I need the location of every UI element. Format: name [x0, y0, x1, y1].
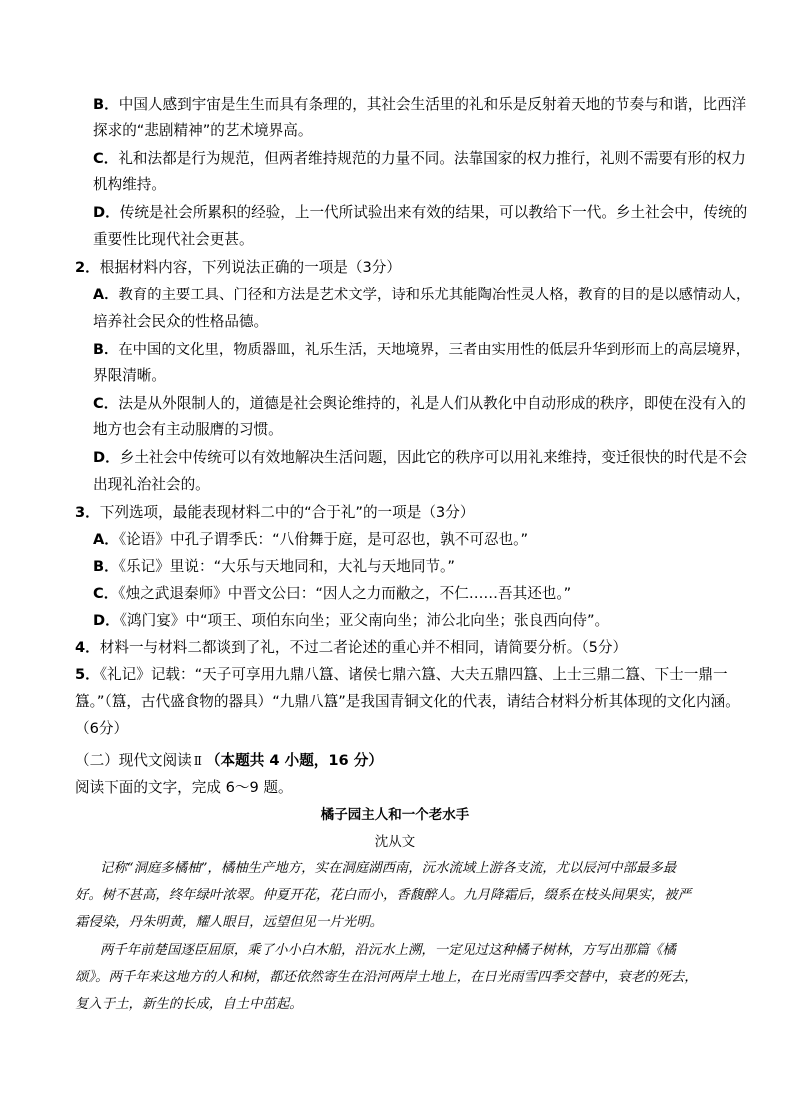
q5-number: 5．: [75, 666, 100, 683]
section-instruction: 阅读下面的文字，完成 6～9 题。: [75, 779, 293, 796]
q1-option-d-line2: 重要性比现代社会更甚。: [93, 231, 254, 248]
q2-option-a-letter: A．: [93, 287, 119, 303]
q3-option-c-text: 《烛之武退秦师》中晋文公曰：“因人之力而敝之，不仁……吾其还也。”: [118, 585, 572, 602]
story-p2-line3: 复入于土，新生的长成，自土中茁起。: [75, 997, 303, 1012]
q2-option-b-text: 在中国的文化里，物质器皿，礼乐生活，天地境界，三者由实用性的低层升华到形而上的高层境界，: [118, 342, 751, 358]
q5-line2: 簋。”（簋，古代盛食物的器具）“九鼎八簋”是我国青铜文化的代表，请结合材料分析其体现的文化内涵。: [75, 693, 740, 710]
q3-stem-text: 下列选项，最能表现材料二中的“合于礼”的一项是（3分）: [99, 504, 475, 521]
q3-option-b: [93, 557, 455, 577]
q2-option-a-text: 教育的主要工具、门径和方法是艺术文学，诗和乐尤其能陶冶性灵人格，教育的目的是以感情动人，: [118, 287, 751, 303]
story-author: 沈从文: [374, 834, 416, 850]
q3-option-c-letter: C．: [93, 585, 119, 602]
q2-option-c-letter: C．: [93, 395, 119, 412]
story-p2-line1: 两千年前楚国逐臣屈原，乘了小小白木船，沿沅水上溯，一定见过这种橘子树林，方写出那篇《橘: [100, 943, 676, 958]
q3-option-b-text: 《乐记》里说：“大乐与天地同和，大礼与天地同节。”: [118, 558, 455, 575]
q1-option-d-line1: [93, 203, 747, 223]
q2-option-c-text: 法是从外限制人的，道德是社会舆论维持的，礼是人们从教化中自动形成的秩序，即使在没有入的: [118, 395, 746, 412]
q2-option-c-line2: 地方也会有主动服膺的习惯。: [93, 421, 283, 438]
q1-option-c-line1: [93, 149, 746, 169]
q1-option-b-letter: B．: [93, 96, 119, 113]
q3-option-a: [93, 530, 528, 550]
q2-stem: [75, 258, 401, 278]
q3-option-d: [93, 611, 609, 631]
q3-option-b-letter: B．: [93, 558, 119, 575]
q2-option-d-letter: D．: [93, 449, 120, 466]
q2-option-b-line1: [93, 340, 750, 360]
q3-option-a-text: 《论语》中孔子谓季氏：“八佾舞于庭，是可忍也，孰不可忍也。”: [118, 531, 529, 548]
section-heading: [75, 751, 383, 771]
section-heading-suffix: （本题共 4 小题，16 分）: [205, 752, 383, 769]
q1-option-d-letter: D．: [93, 204, 120, 221]
story-title: 橘子园主人和一个老水手: [320, 807, 470, 823]
q1-option-b-line1: [93, 95, 746, 115]
story-p1-line1: 记称“洞庭多橘柚”，橘柚生产地方，实在洞庭湖西南，沅水流域上游各支流，尤以辰河中部最多最: [100, 861, 677, 876]
q2-number: 2．: [75, 259, 100, 276]
q2-option-b-letter: B．: [93, 342, 119, 358]
q1-option-c-letter: C．: [93, 150, 119, 167]
q1-option-c-text: 礼和法都是行为规范，但两者维持规范的力量不同。法靠国家的权力推行，礼则不需要有形的权力: [118, 150, 746, 167]
q2-option-b-line2: 界限清晰。: [93, 367, 166, 384]
q1-option-c-line2: 机构维持。: [93, 176, 166, 193]
q3-number: 3．: [75, 504, 100, 521]
q1-option-d-text: 传统是社会所累积的经验，上一代所试验出来有效的结果，可以教给下一代。乡土社会中，传统的: [119, 204, 748, 221]
q5-line1: [75, 665, 728, 685]
q2-option-c-line1: [93, 394, 746, 414]
q2-option-a-line1: [93, 285, 750, 305]
q3-option-d-letter: D．: [93, 612, 120, 629]
story-p2-line2: 颂》。两千年来这地方的人和树，都还依然寄生在沿河两岸土地上，在日光雨雪四季交替中，衰老的死去，: [75, 970, 698, 985]
q2-option-d-line2: 出现礼治社会的。: [93, 476, 210, 493]
story-p1-line2: 好。树不甚高，终年绿叶浓翠。仲夏开花，花白而小，香馥醉人。九月降霜后，缀系在枝头间果实，被严: [75, 888, 691, 903]
story-p1-line3: 霜侵染，丹朱明黄，耀人眼目，远望但见一片光明。: [75, 915, 383, 930]
q1-option-b-text: 中国人感到宇宙是生生而具有条理的，其社会生活里的礼和乐是反射着天地的节奏与和谐，比西洋: [118, 96, 747, 113]
q3-option-a-letter: A．: [93, 531, 119, 548]
roman-numeral-two-icon: Ⅱ: [193, 754, 202, 768]
q4-text: 材料一与材料二都谈到了礼，不过二者论述的重心并不相同，请简要分析。（5分）: [99, 639, 628, 656]
q2-stem-text: 根据材料内容，下列说法正确的一项是（3分）: [99, 259, 401, 276]
q5-line3: （6分）: [75, 720, 129, 737]
q1-option-b-line2: 探求的“悲剧精神”的艺术境界高。: [93, 122, 313, 139]
q2-option-d-line1: [93, 448, 747, 468]
q3-stem: [75, 503, 474, 523]
q4-number: 4．: [75, 639, 100, 656]
q5-text-line1: 《礼记》记载：“天子可享用九鼎八簋、诸侯七鼎六簋、大夫五鼎四簋、上士三鼎二簋、下士一鼎一: [99, 666, 728, 683]
q2-option-a-line2: 培养社会民众的性格品德。: [93, 313, 269, 330]
section-heading-prefix: （二）现代文阅读: [75, 752, 192, 769]
q3-option-c: [93, 584, 571, 604]
q3-option-d-text: 《鸿门宴》中“项王、项伯东向坐；亚父南向坐；沛公北向坐；张良西向侍”。: [119, 612, 610, 629]
q2-option-d-text: 乡土社会中传统可以有效地解决生活问题，因此它的秩序可以用礼来维持，变迁很快的时代是不会: [119, 449, 748, 466]
q4: [75, 638, 627, 658]
